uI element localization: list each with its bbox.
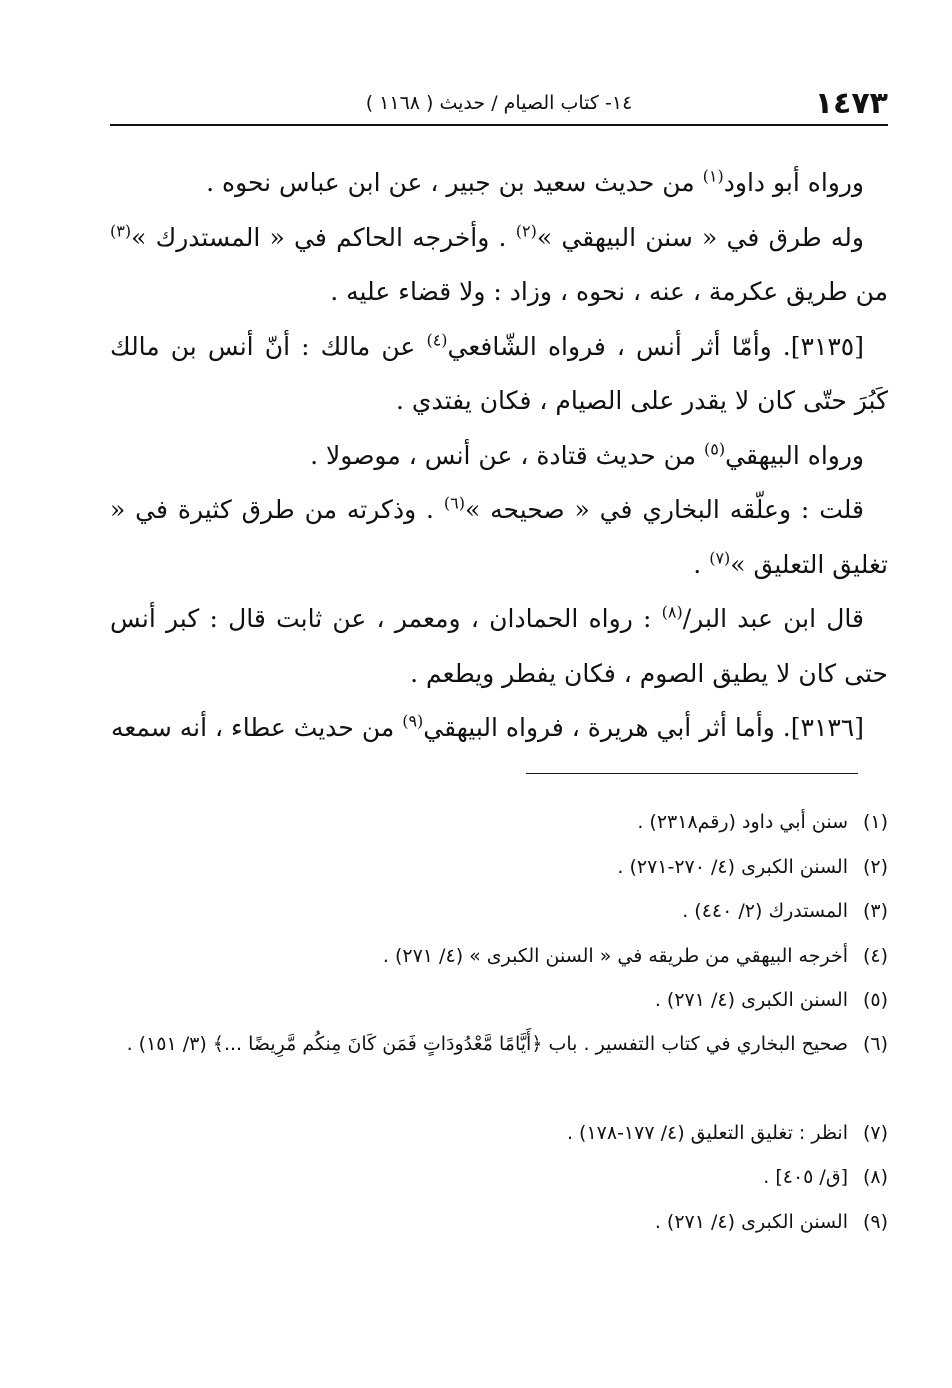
- footnote-text: سنن أبي داود (رقم٢٣١٨) .: [637, 811, 848, 833]
- footnote-ref: (٢): [515, 221, 537, 241]
- footnote-ref: (٩): [402, 711, 424, 731]
- text-run: عن مالك : أنّ أنس بن مالك كَبُرَ حتّى كان لا يقدر على الصيام ، فكان يفتدي .: [110, 331, 888, 415]
- text-run: من حديث عطاء ، أنه سمعه: [110, 713, 403, 742]
- footnote: [110, 1200, 888, 1245]
- footnote-number: (٩): [862, 1210, 888, 1233]
- footnote-ref: (٣): [110, 221, 132, 241]
- footnote-ref: (١): [702, 166, 724, 186]
- footnote-ref: (٨): [661, 602, 683, 622]
- footnote-number: (٦): [862, 1032, 888, 1055]
- footnote: [110, 1111, 888, 1156]
- text-run: .: [693, 549, 710, 579]
- text-run: . وأخرجه الحاكم في « المستدرك »: [131, 222, 516, 252]
- footnote-number: (١): [862, 811, 888, 833]
- text-run: من حديث قتادة ، عن أنس ، موصولا .: [310, 440, 705, 470]
- paragraph: [110, 592, 888, 701]
- text-run: [٣١٣٦]. وأما أثر أبي هريرة ، فرواه البيهقي: [423, 713, 864, 742]
- text-run: . وذكرته من طرق كثيرة في « تغليق التعليق »: [110, 495, 888, 579]
- footnotes: [110, 800, 888, 1244]
- text-run: ورواه أبو داود: [723, 168, 864, 197]
- footnote-text: [ق/ ٤٠٥] .: [763, 1166, 848, 1188]
- footnote: [110, 889, 888, 934]
- text-run: : رواه الحمادان ، ومعمر ، عن ثابت قال : كبر أنس حتى كان لا يطيق الصوم ، فكان يفطر ويطعم .: [110, 604, 888, 688]
- footnote-divider: [526, 773, 858, 774]
- paragraph: [110, 701, 888, 756]
- text-run: قال ابن عبد البر/: [682, 604, 865, 633]
- page-number: ١٤٧٣: [814, 86, 888, 121]
- footnote: [110, 845, 888, 890]
- footnote-number: (٥): [862, 989, 888, 1011]
- footnote-number: (٨): [862, 1166, 888, 1188]
- footnote: [110, 800, 888, 845]
- running-title: ١٤- كتاب الصيام / حديث ( ١١٦٨ ): [365, 92, 633, 114]
- footnote-ref: (٤): [426, 330, 448, 350]
- footnote-ref: (٥): [704, 439, 726, 459]
- footnote-text: صحيح البخاري في كتاب التفسير . باب ﴿أَيَّامًا مَّعْدُودَاتٍ فَمَن كَانَ مِنكُم مَّرِيضًا ...﴾ (٣/ ١٥١) .: [126, 1032, 848, 1055]
- text-run: ورواه البيهقي: [725, 440, 864, 470]
- text-run: وله طرق في « سنن البيهقي »: [536, 222, 864, 252]
- footnote-text: المستدرك (٢/ ٤٤٠) .: [682, 900, 848, 922]
- paragraph: [110, 211, 888, 320]
- footnote-number: (٤): [862, 944, 888, 967]
- paragraph: [110, 483, 888, 592]
- footnote-text: أخرجه البيهقي من طريقه في « السنن الكبرى » (٤/ ٢٧١) .: [382, 944, 848, 967]
- paragraph: [110, 320, 888, 429]
- text-run: من حديث سعيد بن جبير ، عن ابن عباس نحوه .: [206, 168, 703, 197]
- footnote-number: (٧): [862, 1121, 888, 1144]
- footnote-text: انظر : تغليق التعليق (٤/ ١٧٧-١٧٨) .: [566, 1121, 848, 1144]
- footnote-text: السنن الكبرى (٤/ ٢٧١) .: [654, 1210, 848, 1233]
- footnote-ref: (٦): [443, 493, 465, 513]
- paragraph: [110, 156, 888, 211]
- footnote-text: السنن الكبرى (٤/ ٢٧١) .: [654, 989, 848, 1011]
- text-run: قلت : وعلّقه البخاري في « صحيحه »: [464, 495, 864, 524]
- text-run: [٣١٣٥]. وأمّا أثر أنس ، فرواه الشّافعي: [447, 331, 864, 361]
- text-run: من طريق عكرمة ، عنه ، نحوه ، وزاد : ولا قضاء عليه .: [330, 277, 888, 306]
- footnote-text: السنن الكبرى (٤/ ٢٧٠-٢٧١) .: [617, 855, 848, 878]
- footnote: [110, 934, 888, 979]
- footnote: [110, 978, 888, 1023]
- footnote: [110, 1155, 888, 1200]
- paragraph: [110, 429, 888, 484]
- main-text: [110, 156, 888, 756]
- footnote: [110, 1023, 888, 1111]
- footnote-number: (٢): [862, 855, 888, 878]
- footnote-number: (٣): [862, 900, 888, 922]
- footnote-ref: (٧): [709, 548, 731, 568]
- page-header: [110, 88, 888, 126]
